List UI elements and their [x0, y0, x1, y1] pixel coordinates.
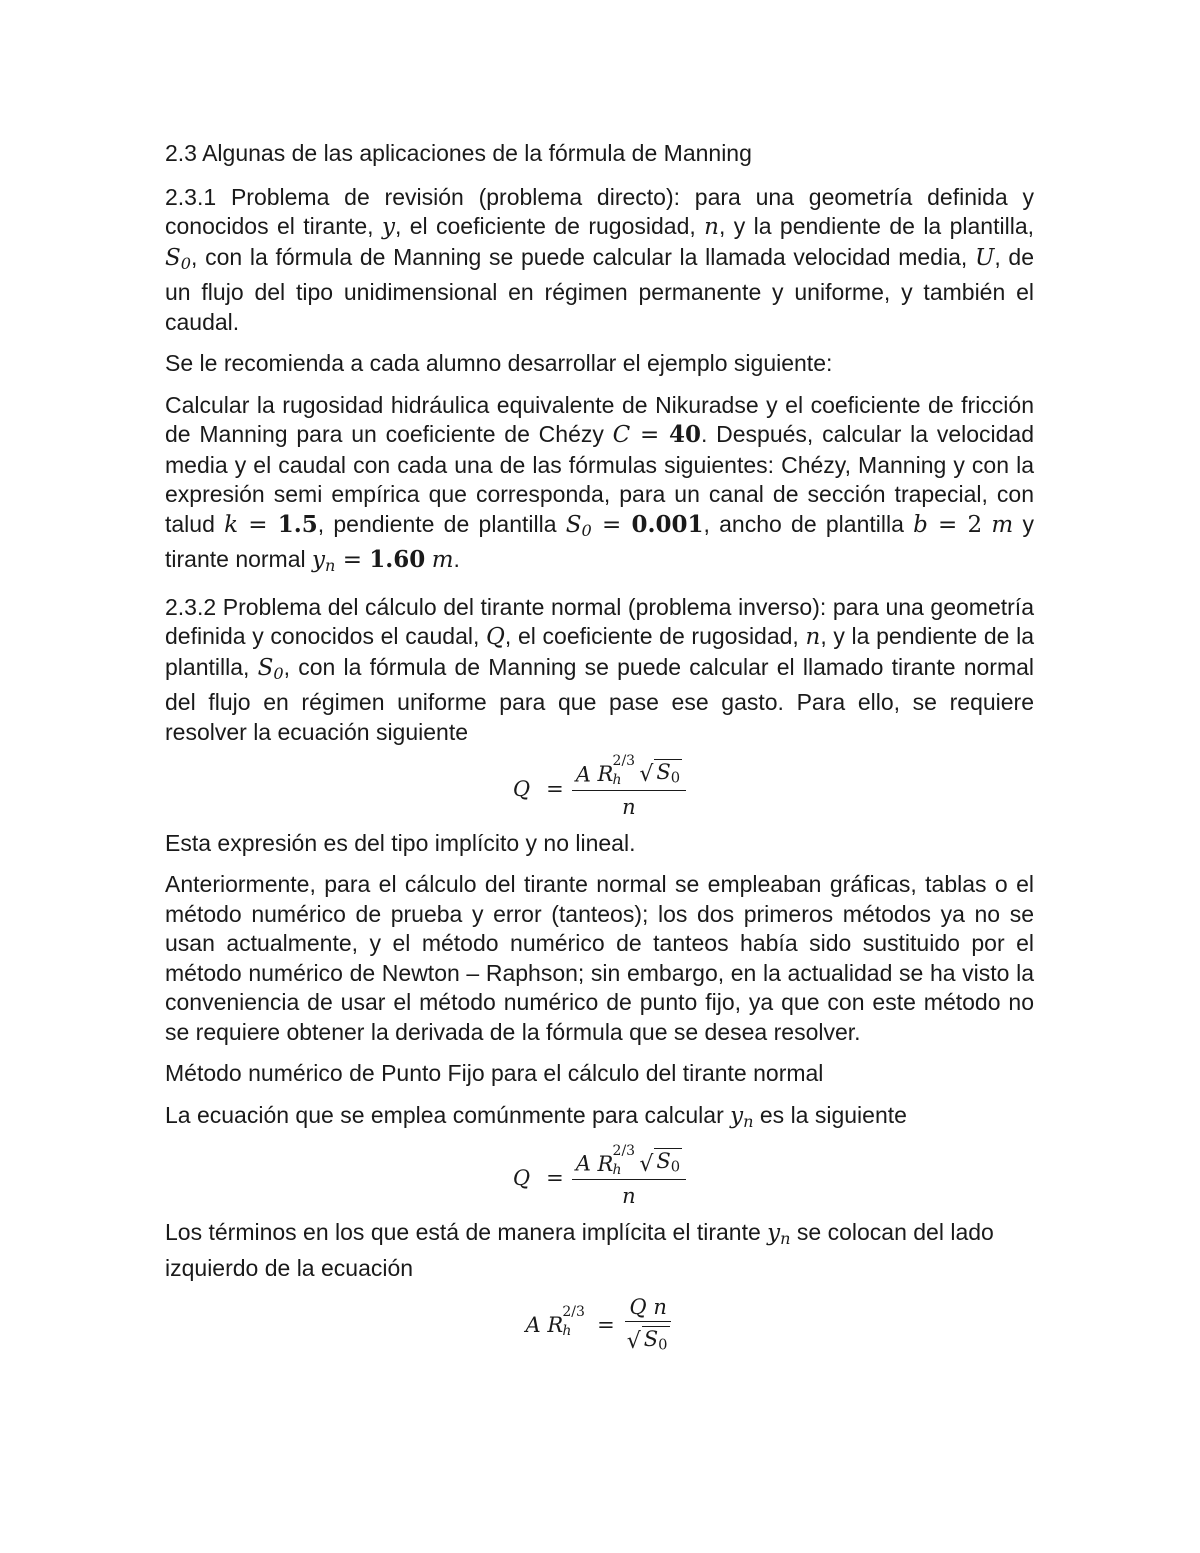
- paragraph-equation-intro: La ecuación que se emplea comúnmente para calcular $y_n$ es la siguiente: [165, 1101, 907, 1131]
- manning-equation-repeat: Q = A R 2/3 h √ $S_0$ n: [165, 1148, 1034, 1208]
- paragraph-review-problem: 2.3.1 Problema de revisión (problema directo): para una geometría definida y conocidos el tirante, y, el coeficiente de rugosidad, n, y la pendiente de la plantilla, $S_0$, con la fórmula de Manning se puede calcular la llamada velocidad media, U, de un flujo del tipo unidimensional en régimen permanente y uniforme, y también el caudal.: [165, 183, 1035, 335]
- paragraph-recommendation: Se le recomienda a cada alumno desarrollar el ejemplo siguiente:: [165, 350, 833, 377]
- manning-equation: Q = A R 2/3 h √ $S_0$ n: [165, 759, 1034, 819]
- sqrt-icon: √: [626, 1329, 641, 1355]
- paragraph-terms: Los términos en los que está de manera implícita el tirante $y_n$ se colocan del lado izquierdo de la ecuación: [165, 1219, 994, 1281]
- math-var: y: [381, 214, 395, 240]
- math-var: $S_0$: [165, 244, 192, 273]
- section-heading: 2.3 Algunas de las aplicaciones de la fórmula de Manning: [165, 140, 752, 166]
- subheading-fixed-point: Método numérico de Punto Fijo para el cálculo del tirante normal: [165, 1060, 824, 1087]
- document-body: [165, 139, 1034, 1365]
- sqrt-icon: √: [639, 1151, 654, 1177]
- math-var: U: [974, 244, 995, 271]
- paragraph-inverse-problem: 2.3.2 Problema del cálculo del tirante normal (problema inverso): para una geometría definida y conocidos el caudal, Q, el coeficiente de rugosidad, n, y la pendiente de la plantilla, $S_0$, con la fórmula de Manning se puede calcular el llamado tirante normal del flujo en régimen uniforme para que pase ese gasto. Para ello, se requiere resolver la ecuación siguiente: [165, 593, 1035, 745]
- sqrt-icon: √: [639, 762, 654, 788]
- math-var: n: [704, 214, 719, 240]
- paragraph-implicit: Esta expresión es del tipo implícito y no lineal.: [165, 829, 636, 856]
- paragraph-example: Calcular la rugosidad hidráulica equivalente de Nikuradse y el coeficiente de fricción de Manning para un coeficiente de Chézy C = 40. Después, calcular la velocidad media y el caudal con cada una de las fórmulas siguientes: Chézy, Manning y con la expresión semi empírica que corresponda, para un canal de sección trapecial, con talud k = 1.5, pendiente de plantilla $S_0 = 0.001$, ancho de plantilla b = 2 m y tirante normal $y_n = 1.60$ m.: [165, 391, 1034, 576]
- paragraph-methods: Anteriormente, para el cálculo del tirante normal se empleaban gráficas, tablas o el método numérico de prueba y error (tanteos); los dos primeros métodos ya no se usan actualmente, y el método numérico de tanteos había sido sustituido por el método numérico de Newton – Raphson; sin embargo, en la actualidad se ha visto la conveniencia de usar el método numérico de punto fijo, ya que con este método no se requiere obtener la derivada de la fórmula que se desea resolver.: [165, 871, 1034, 1045]
- rearranged-equation: A R 2/3 h = Q n √ $S_0$: [165, 1295, 1034, 1355]
